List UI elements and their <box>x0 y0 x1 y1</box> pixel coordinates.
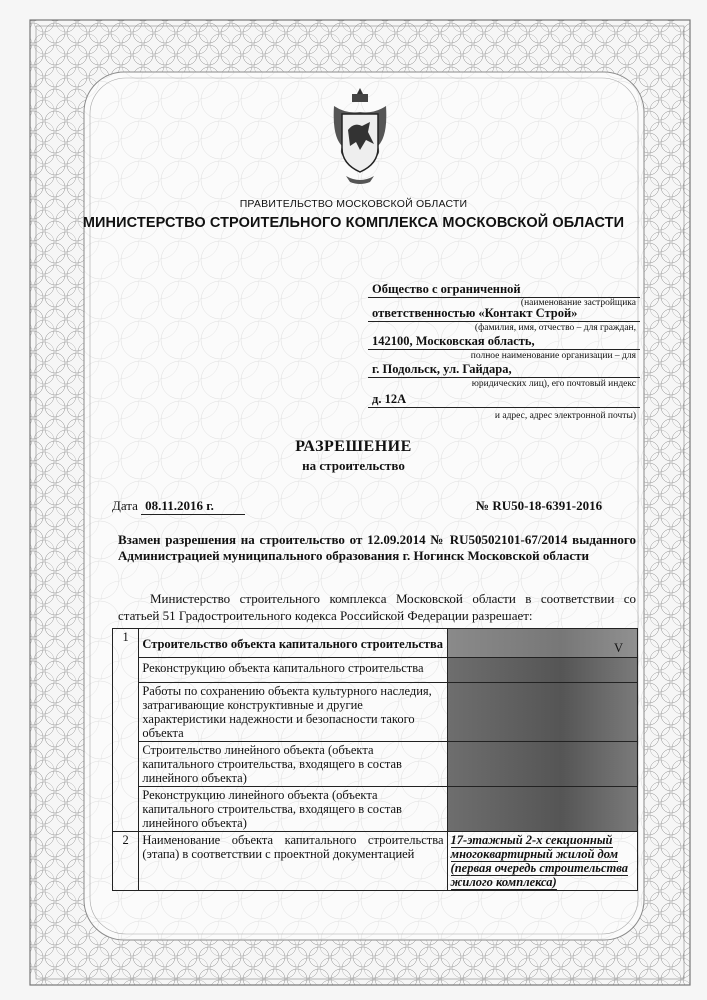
addressee-note-5: и адрес, адрес электронной почты) <box>494 411 636 421</box>
addressee-line-1: Общество с ограниченной <box>368 282 640 298</box>
coat-of-arms-icon <box>330 86 390 186</box>
table-row <box>113 742 638 787</box>
replacement-notice: Взамен разрешения на строительство от 12.09.2014 № RU50502101-67/2014 выданного Администрацией муниципального образования г. Ногинск Московской области <box>118 532 636 563</box>
addressee-note-3: полное наименование организации – для <box>470 351 636 361</box>
date-value: 08.11.2016 г. <box>141 498 245 515</box>
table-row <box>113 658 638 683</box>
object-name-text: 17-этажный 2-х секционный многоквартирный жилой дом (первая очередь строительства жилого комплекса) <box>450 833 628 889</box>
option-mark <box>447 658 637 683</box>
permit-number: № RU50-18-6391-2016 <box>476 498 603 513</box>
addressee-line-5: д. 12А <box>368 392 640 408</box>
row-number-1: 1 <box>113 629 139 832</box>
table-row <box>113 832 638 891</box>
addressee-line-2: ответственностью «Контакт Строй» <box>368 306 640 322</box>
option-label: Реконструкцию линейного объекта (объекта капитального строительства, входящего в состав линейного объекта) <box>139 787 447 832</box>
intro-paragraph: Министерство строительного комплекса Московской области в соответствии со статьей 51 Градостроительного кодекса Российской Федерации разрешает: <box>118 591 636 623</box>
table-row <box>113 787 638 832</box>
option-label: Реконструкцию объекта капитального строительства <box>139 658 447 683</box>
object-name-value <box>447 832 637 891</box>
table-row <box>113 629 638 658</box>
addressee-note-1: (наименование застройщика <box>520 298 636 308</box>
document-title: РАЗРЕШЕНИЕ <box>295 438 412 455</box>
document-subtitle: на строительство <box>302 458 405 473</box>
addressee-line-3: 142100, Московская область, <box>368 334 640 350</box>
option-mark <box>447 742 637 787</box>
option-label: Строительство объекта капитального строительства <box>139 629 447 658</box>
date-field <box>112 498 245 515</box>
option-label: Работы по сохранению объекта культурного наследия, затрагивающие конструктивные и другие характеристики надежности и безопасности такого объекта <box>139 683 447 742</box>
addressee-note-4: юридических лиц), его почтовый индекс <box>471 379 636 389</box>
date-label: Дата <box>112 498 138 513</box>
permit-table <box>112 628 638 891</box>
option-mark-selected: V <box>447 629 637 658</box>
row-number-2: 2 <box>113 832 139 891</box>
option-label: Строительство линейного объекта (объекта капитального строительства, входящего в состав линейного объекта) <box>139 742 447 787</box>
option-mark <box>447 683 637 742</box>
object-name-label: Наименование объекта капитального строительства (этапа) в соответствии с проектной документацией <box>139 832 447 891</box>
addressee-note-2: (фамилия, имя, отчество – для граждан, <box>474 323 636 333</box>
government-name: ПРАВИТЕЛЬСТВО МОСКОВСКОЙ ОБЛАСТИ <box>239 198 468 210</box>
addressee-line-4: г. Подольск, ул. Гайдара, <box>368 362 640 378</box>
option-mark <box>447 787 637 832</box>
ministry-name: МИНИСТЕРСТВО СТРОИТЕЛЬНОГО КОМПЛЕКСА МОСКОВСКОЙ ОБЛАСТИ <box>82 215 625 231</box>
table-row <box>113 683 638 742</box>
